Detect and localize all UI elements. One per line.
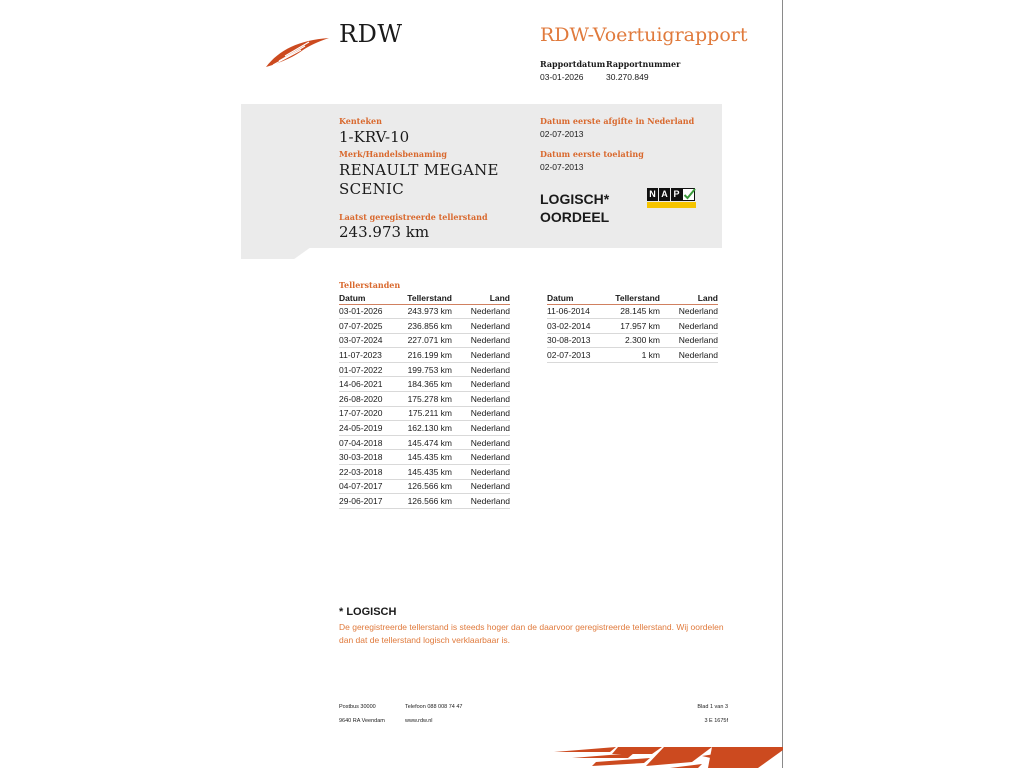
table-row: [339, 406, 510, 421]
brand-name: RDW: [339, 20, 403, 48]
make-line-1: RENAULT MEGANE: [339, 161, 499, 179]
col-country-header: Land: [452, 293, 510, 304]
table-row: [547, 333, 718, 348]
reading-odometer: 17.957 km: [607, 319, 660, 334]
report-date: [540, 59, 605, 82]
reading-country: Nederland: [452, 406, 510, 421]
table-row: [339, 450, 510, 465]
reading-country: Nederland: [452, 435, 510, 450]
reading-odometer: 175.211 km: [399, 406, 452, 421]
footer-address: 9640 RA Veendam: [339, 718, 385, 724]
reading-date: 30-08-2013: [547, 333, 607, 348]
report-number-label: Rapportnummer: [606, 59, 681, 69]
first-issue-label: Datum eerste afgifte in Nederland: [540, 116, 695, 126]
table-row: [339, 392, 510, 407]
footnote-title: * LOGISCH: [339, 606, 397, 618]
reading-country: Nederland: [660, 304, 718, 319]
reading-date: 11-06-2014: [547, 304, 607, 319]
readings-table-right: [547, 293, 718, 363]
reading-odometer: 2.300 km: [607, 333, 660, 348]
footnote-text: De geregistreerde tellerstand is steeds hoger dan de daarvoor geregistreerde tellerstand. Wij oordelen dan dat de tellerstand logisch verklaarbaar is.: [339, 622, 724, 645]
verdict-line-2: OORDEEL: [540, 209, 610, 225]
report-date-label: Rapportdatum: [540, 59, 606, 69]
reading-date: 04-07-2017: [339, 479, 399, 494]
reading-country: Nederland: [452, 392, 510, 407]
verdict-line-1: LOGISCH*: [540, 191, 610, 207]
reading-odometer: 199.753 km: [399, 362, 452, 377]
table-row: [339, 333, 510, 348]
reading-country: Nederland: [452, 479, 510, 494]
reading-date: 07-04-2018: [339, 435, 399, 450]
plate-value: 1-KRV-10: [339, 128, 410, 146]
first-issue-value: 02-07-2013: [540, 129, 584, 139]
report-number: [606, 59, 680, 82]
reading-date: 30-03-2018: [339, 450, 399, 465]
reading-date: 03-02-2014: [547, 319, 607, 334]
report-title: RDW-Voertuigrapport: [540, 24, 748, 46]
col-date-header: Datum: [547, 293, 607, 304]
reading-date: 03-01-2026: [339, 304, 399, 319]
nap-letter-a: A: [659, 188, 670, 201]
table-row: [339, 421, 510, 436]
readings-title: Tellerstanden: [339, 280, 401, 290]
reading-date: 01-07-2022: [339, 362, 399, 377]
reading-date: 24-05-2019: [339, 421, 399, 436]
reading-date: 11-07-2023: [339, 348, 399, 363]
reading-country: Nederland: [452, 421, 510, 436]
reading-odometer: 126.566 km: [399, 479, 452, 494]
reading-odometer: 175.278 km: [399, 392, 452, 407]
reading-odometer: 28.145 km: [607, 304, 660, 319]
reading-country: Nederland: [452, 319, 510, 334]
reading-odometer: 145.474 km: [399, 435, 452, 450]
reading-country: Nederland: [452, 348, 510, 363]
reading-date: 17-07-2020: [339, 406, 399, 421]
verdict: [540, 190, 609, 226]
report-number-value: 30.270.849: [606, 72, 649, 82]
reading-country: Nederland: [452, 362, 510, 377]
nap-letter-n: N: [647, 188, 658, 201]
reading-country: Nederland: [660, 333, 718, 348]
nap-letter-p: P: [671, 188, 682, 201]
footer-postbus: Postbus 30000: [339, 704, 376, 710]
table-row: [339, 494, 510, 509]
reading-odometer: 216.199 km: [399, 348, 452, 363]
first-admission-value: 02-07-2013: [540, 162, 584, 172]
nap-logo: [647, 188, 696, 208]
rdw-logo-icon: [265, 34, 331, 70]
table-row: [339, 479, 510, 494]
col-odometer-header: Tellerstand: [399, 293, 452, 304]
reading-country: Nederland: [452, 450, 510, 465]
table-row: [339, 348, 510, 363]
nap-bar: [647, 202, 696, 208]
table-header-row: [547, 293, 718, 304]
table-row: [339, 435, 510, 450]
reading-country: Nederland: [452, 377, 510, 392]
reading-odometer: 236.856 km: [399, 319, 452, 334]
footer-page-number: Blad 1 van 3: [697, 704, 728, 710]
table-row: [339, 465, 510, 480]
reading-odometer: 227.071 km: [399, 333, 452, 348]
make-label: Merk/Handelsbenaming: [339, 149, 448, 159]
reading-date: 07-07-2025: [339, 319, 399, 334]
reading-date: 29-06-2017: [339, 494, 399, 509]
reading-odometer: 126.566 km: [399, 494, 452, 509]
reading-date: 22-03-2018: [339, 465, 399, 480]
reading-date: 26-08-2020: [339, 392, 399, 407]
first-admission-label: Datum eerste toelating: [540, 149, 644, 159]
reading-odometer: 145.435 km: [399, 465, 452, 480]
reading-odometer: 145.435 km: [399, 450, 452, 465]
reading-country: Nederland: [452, 304, 510, 319]
make-line-2: SCENIC: [339, 180, 405, 198]
col-odometer-header: Tellerstand: [607, 293, 660, 304]
reading-country: Nederland: [452, 333, 510, 348]
reading-odometer: 162.130 km: [399, 421, 452, 436]
table-header-row: [339, 293, 510, 304]
table-row: [339, 377, 510, 392]
plate-label: Kenteken: [339, 116, 382, 126]
footer-phone: Telefoon 088 008 74 47: [405, 704, 463, 710]
last-odometer-label: Laatst geregistreerde tellerstand: [339, 212, 488, 222]
col-country-header: Land: [660, 293, 718, 304]
report-date-value: 03-01-2026: [540, 72, 584, 82]
col-date-header: Datum: [339, 293, 399, 304]
table-row: [339, 304, 510, 319]
reading-country: Nederland: [452, 494, 510, 509]
table-row: [547, 348, 718, 363]
last-odometer-value: 243.973 km: [339, 223, 430, 241]
reading-country: Nederland: [660, 348, 718, 363]
readings-table-left: [339, 293, 510, 509]
reading-odometer: 1 km: [607, 348, 660, 363]
reading-date: 03-07-2024: [339, 333, 399, 348]
make-value: [339, 161, 499, 199]
table-row: [339, 319, 510, 334]
table-row: [547, 304, 718, 319]
reading-date: 14-06-2021: [339, 377, 399, 392]
checkmark-icon: [682, 187, 696, 202]
reading-country: Nederland: [452, 465, 510, 480]
reading-date: 02-07-2013: [547, 348, 607, 363]
footer-website[interactable]: www.rdw.nl: [405, 718, 433, 724]
rdw-stripes-icon: [552, 744, 783, 768]
reading-odometer: 184.365 km: [399, 377, 452, 392]
table-row: [547, 319, 718, 334]
footer-code: 3 E 1675f: [704, 718, 728, 724]
table-row: [339, 362, 510, 377]
reading-country: Nederland: [660, 319, 718, 334]
reading-odometer: 243.973 km: [399, 304, 452, 319]
